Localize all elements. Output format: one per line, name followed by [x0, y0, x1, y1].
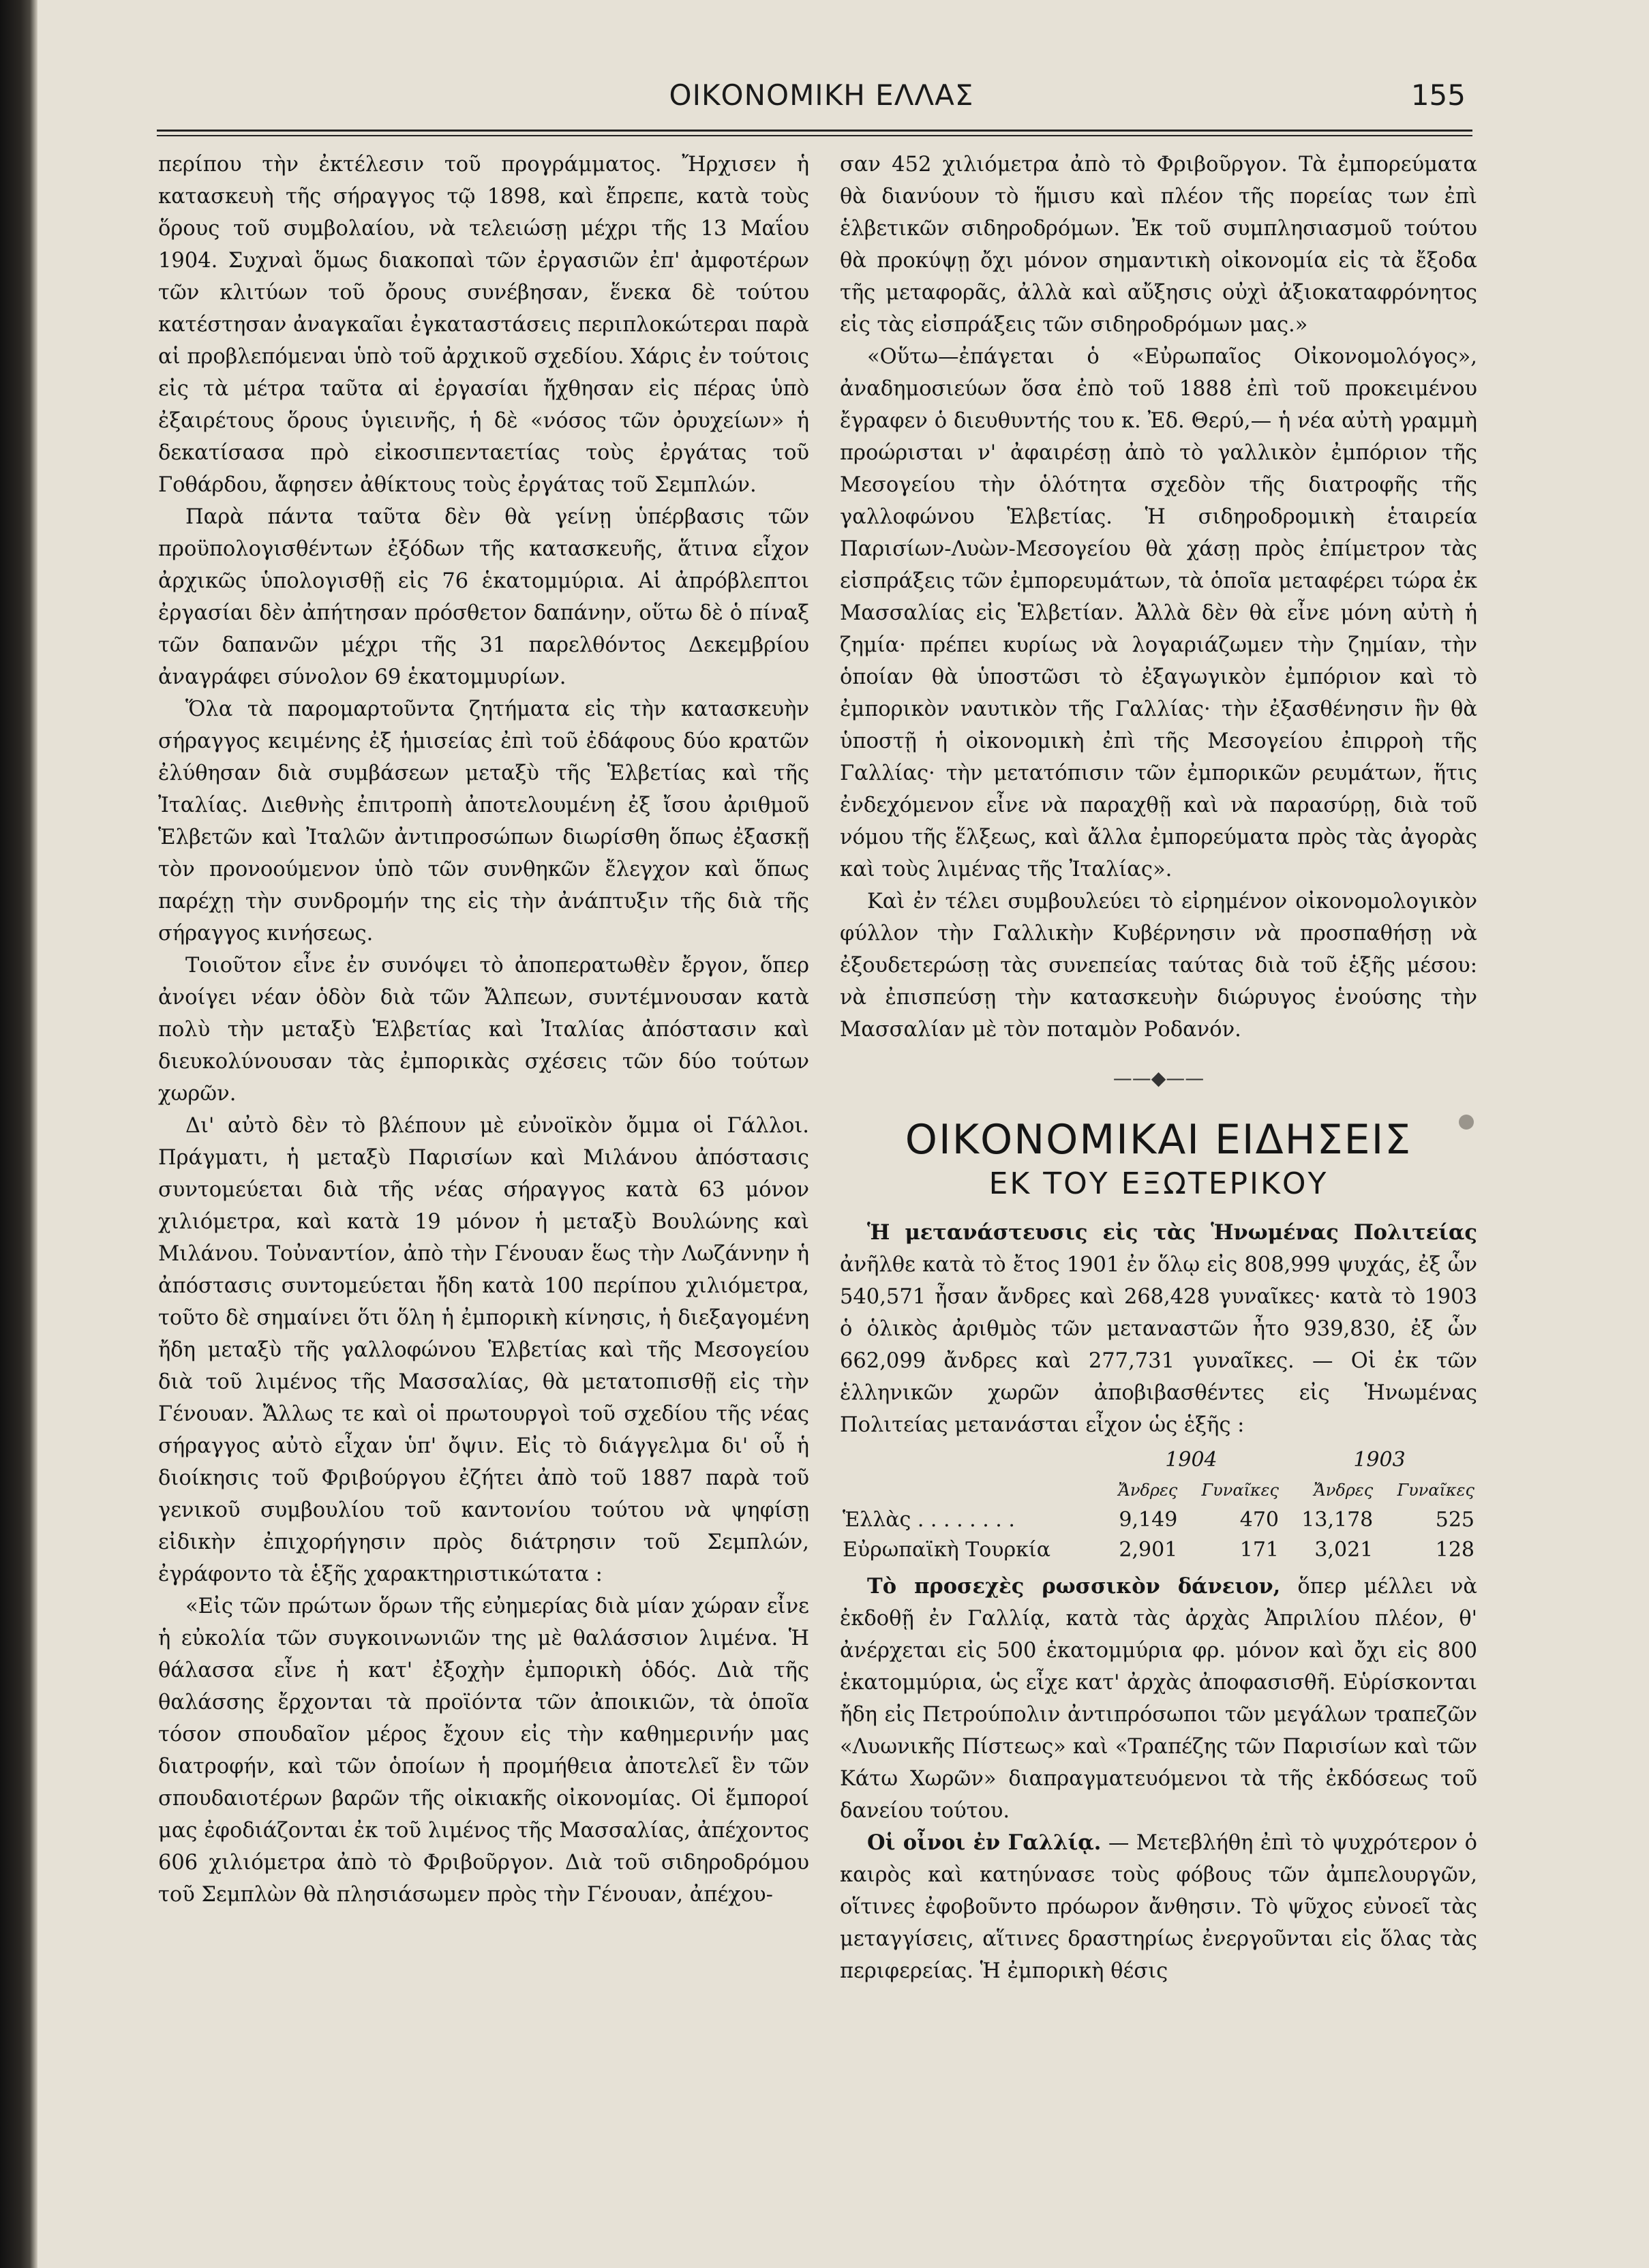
page-number: 155 — [1410, 78, 1466, 112]
table-cell: 2,901 — [1119, 1538, 1178, 1562]
news-item-emigration — [840, 1217, 1477, 1441]
page-header — [157, 72, 1486, 126]
column-header: Ἄνδρες — [1314, 1481, 1374, 1500]
paragraph: Δι' αὐτὸ δὲν τὸ βλέπουν μὲ εὐνοϊκὸν ὄμμα οἱ Γάλλοι. Πράγματι, ἡ μεταξὺ Παρισίων καὶ Μιλάνου ἀπόστασις συντομεύεται διὰ τῆς νέας σήραγγος κατὰ 63 μόνον χιλιόμετρα, καὶ κατὰ 19 μόνον ἡ μεταξὺ Βουλώνης καὶ Μιλάνου. Τοὐναντίον, ἀπὸ τὴν Γένουαν ἕως τὴν Λωζάννην ἡ ἀπόστασις συντομεύεται ἤδη κατὰ 100 περίπου χιλιόμετρα, τοῦτο δὲ σημαίνει ὅτι ὅλη ἡ ἐμπορικὴ κίνησις, ἡ διεξαγομένη ἤδη μεταξὺ τῆς γαλλοφώνου Ἑλβετίας καὶ τῆς Μεσογείου διὰ τοῦ λιμένος τῆς Μασσαλίας, θὰ μετατοπισθῇ εἰς τὴν Γένουαν. Ἄλλως τε καὶ οἱ πρωτουργοὶ τοῦ σχεδίου τῆς νέας σήραγγος αὐτὸ εἶχαν ὑπ' ὄψιν. Εἰς τὸ διάγγελμα δι' οὗ ἡ διοίκησις τοῦ Φριβούργου ἐζήτει ἀπὸ τοῦ 1887 παρὰ τοῦ γενικοῦ συμβουλίου τοῦ καντονίου τούτου νὰ ψηφίσῃ εἰδικὴν ἐπιχορήγησιν πρὸς διάτρησιν τοῦ Σεμπλών, ἐγράφοντο τὰ ἑξῆς χαρακτηριστικώτατα : — [158, 1114, 809, 1586]
table-cell: 171 — [1239, 1538, 1279, 1562]
news-headline: Ἡ μετανάστευσις εἰς τὰς Ἡνωμένας Πολιτείας — [867, 1220, 1477, 1245]
paragraph: Τοιοῦτον εἶνε ἐν συνόψει τὸ ἀποπερατωθὲν ἔργον, ὅπερ ἀνοίγει νέαν ὁδὸν διὰ τῶν Ἄλπεων, συντέμνουσαν κατὰ πολὺ τὴν μεταξὺ Ἑλβετίας καὶ Ἰταλίας ἀπόστασιν καὶ διευκολύνουσαν τὰς ἐμπορικὰς σχέσεις τῶν δύο τούτων χωρῶν. — [158, 954, 809, 1106]
section-separator: ——◆—— — [1113, 1067, 1205, 1089]
news-text: ὅπερ μέλλει νὰ ἐκδοθῇ ἐν Γαλλίᾳ, κατὰ τὰς ἀρχὰς Ἀπριλίου πλέον, θ' ἀνέρχεται εἰς 500 ἑκατομμύρια φρ. μόνον καὶ ὄχι εἰς 800 ἑκατομμύρια, ὡς εἶχε κατ' ἀρχὰς ἀποφασισθῆ. Εὑρίσκονται ἤδη εἰς Πετρούπολιν ἀντιπρόσωποι τῶν μεγάλων τραπεζῶν «Λυωνικῆς Πίστεως» καὶ «Τραπέζης τῶν Παρισίων καὶ τῶν Κάτω Χωρῶν» διαπραγματευόμενοι τὰ τῆς ἐκδόσεως τοῦ δανείου τούτου. — [840, 1575, 1478, 1823]
table-cell: 525 — [1435, 1508, 1474, 1532]
news-text: — Μετεβλήθη ἐπὶ τὸ ψυχρότερον ὁ καιρὸς καὶ κατηύνασε τοὺς φόβους τῶν ἀμπελουργῶν, οἵτινες ἐφοβοῦντο πρόωρον ἄνθησιν. Τὸ ψῦχος εὐνοεῖ τὰς μεταγγίσεις, αἵτινες δραστηρίως ἐνεργοῦνται εἰς ὅλας τὰς περιφερείας. Ἡ ἐμπορικὴ θέσις — [840, 1831, 1477, 1983]
table-row — [840, 1535, 1477, 1565]
table-cell: 470 — [1239, 1508, 1279, 1532]
section-title: ΟΙΚΟΝΟΜΙΚΑΙ ΕΙΔΗΣΕΙΣ — [905, 1116, 1412, 1164]
news-item-russian-loan — [840, 1571, 1477, 1827]
table-header-row — [840, 1475, 1477, 1505]
paragraph: Καὶ ἐν τέλει συμβουλεύει τὸ εἰρημένον οἰκονομολογικὸν φύλλον τὴν Γαλλικὴν Κυβέρνησιν νὰ προσπαθήσῃ νὰ ἐξουδετερώσῃ τὰς συνεπείας ταύτας διὰ τοῦ ἑξῆς μέσου: νὰ ἐπισπεύσῃ τὴν κατασκευὴν διώρυγος ἑνούσης τὴν Μασσαλίαν μὲ τὸν ποταμὸν Ροδανόν. — [840, 890, 1477, 1042]
quotation-paragraph: «Εἰς τῶν πρώτων ὅρων τῆς εὐημερίας διὰ μίαν χώραν εἶνε ἡ εὐκολία τῶν συγκοινωνιῶν της μὲ θαλάσσιον λιμένα. Ἡ θάλασσα εἶνε ἡ κατ' ἐξοχὴν ἐμπορικὴ ὁδός. Διὰ τῆς θαλάσσης ἔρχονται τὰ προϊόντα τῶν ἀποικιῶν, τὰ ὁποῖα τόσον σπουδαῖον μέρος ἔχουν εἰς τὴν καθημερινήν μας διατροφήν, καὶ τῶν ὁποίων ἡ προμήθεια ἀποτελεῖ ἓν τῶν σπουδαιοτέρων βαρῶν τῆς οἰκιακῆς οἰκονομίας. Οἱ ἔμποροί μας ἐφοδιάζονται ἐκ τοῦ λιμένος τῆς Μασσαλίας, ἀπέχοντος 606 χιλιόμετρα ἀπὸ τὸ Φριβοῦργον. Διὰ τοῦ σιδηροδρόμου τοῦ Σεμπλὼν θὰ πλησιάσωμεν πρὸς τὴν Γένουαν, ἀπέχου- — [158, 1594, 809, 1907]
section-subtitle: ΕΚ ΤΟΥ ΕΞΩΤΕΡΙΚΟΥ — [988, 1166, 1329, 1201]
table-row — [840, 1505, 1477, 1535]
news-headline: Οἱ οἶνοι ἐν Γαλλίᾳ. — [867, 1830, 1102, 1855]
emigration-table — [840, 1445, 1477, 1565]
year-heading: 1904 — [1165, 1448, 1217, 1472]
news-item-wines — [840, 1827, 1477, 1987]
left-column — [158, 149, 809, 1911]
paragraph: «Οὕτω—ἐπάγεται ὁ «Εὐρωπαῖος Οἰκονομολόγος», ἀναδημοσιεύων ὅσα ἐπὸ τοῦ 1888 ἐπὶ τοῦ προκειμένου ἔγραφεν ὁ διευθυντής του κ. Ἐδ. Θερύ,— ἡ νέα αὐτὴ γραμμὴ προώρισται ν' ἀφαιρέσῃ ἀπὸ τὸ γαλλικὸν ἐμπόριον τῆς Μεσογείου τὴν ὁλότητα σχεδὸν τῆς διατροφῆς τῆς γαλλοφώνου Ἑλβετίας. Ἡ σιδηροδρομικὴ ἑταιρεία Παρισίων-Λυὼν-Μεσογείου θὰ χάσῃ πρὸς ἐπίμετρον τὰς εἰσπράξεις τῶν ἐμπορευμάτων, τὰ ὁποῖα μεταφέρει τώρα ἐκ Μασσαλίας εἰς Ἑλβετίαν. Ἀλλὰ δὲν θὰ εἶνε μόνη αὐτὴ ἡ ζημία· πρέπει κυρίως νὰ λογαριάζωμεν τὴν ζημίαν, τὴν ὁποίαν θὰ ὑποστῶσι τὸ ἐξαγωγικὸν ἐμπόριον καὶ τὸ ἐμπορικὸν ναυτικὸν τῆς Γαλλίας· τὴν ἐξασθένησιν ἣν θὰ ὑποστῇ ἡ οἰκονομικὴ ἐπὶ τῆς Μεσογείου ἐπιρροὴ τῆς Γαλλίας· τὴν μετατόπισιν τῶν ἐμπορικῶν ρευμάτων, ἥτις ἐνδεχόμενον εἶνε νὰ παραχθῇ καὶ νὰ παρασύρῃ, διὰ τοῦ νόμου τῆς ἕλξεως, καὶ ἄλλα ἐμπορεύματα πρὸς τὰς ἀγορὰς καὶ τοὺς λιμένας τῆς Ἰταλίας». — [840, 345, 1477, 881]
column-header: Ἄνδρες — [1118, 1481, 1178, 1500]
table-cell: 13,178 — [1301, 1508, 1374, 1532]
page-binding-shadow — [0, 0, 37, 2268]
column-header: Γυναῖκες — [1397, 1481, 1474, 1500]
running-title: ΟΙΚΟΝΟΜΙΚΗ ΕΛΛΑΣ — [669, 78, 974, 112]
table-cell: 128 — [1435, 1538, 1474, 1562]
table-year-row — [840, 1445, 1477, 1475]
news-text: ἀνῆλθε κατὰ τὸ ἔτος 1901 ἐν ὅλῳ εἰς 808,999 ψυχάς, ἐξ ὧν 540,571 ἦσαν ἄνδρες καὶ 268,428 γυναῖκες· κατὰ τὸ 1903 ὁ ὁλικὸς ἀριθμὸς τῶν μεταναστῶν ἦτο 939,830, ἐξ ὧν 662,099 ἄνδρες καὶ 277,731 γυναῖκες. — Οἱ ἐκ τῶν ἑλληνικῶν χωρῶν ἀποβιβασθέντες εἰς Ἡνωμένας Πολιτείας μετανάσται εἶχον ὡς ἑξῆς : — [840, 1253, 1477, 1437]
row-label: Εὐρωπαϊκὴ Τουρκία — [843, 1538, 1050, 1562]
paragraph: περίπου τὴν ἐκτέλεσιν τοῦ προγράμματος. Ἤρχισεν ἡ κατασκευὴ τῆς σήραγγος τῷ 1898, καὶ ἔπρεπε, κατὰ τοὺς ὅρους τοῦ συμβολαίου, νὰ τελειώσῃ μέχρι τῆς 13 Μαΐου 1904. Συχναὶ ὅμως διακοπαὶ τῶν ἐργασιῶν ἐπ' ἀμφοτέρων τῶν κλιτύων τοῦ ὄρους συνέβησαν, ἕνεκα δὲ τούτου κατέστησαν ἀναγκαῖαι ἐγκαταστάσεις περιπλοκώτεραι παρὰ αἱ προβλεπόμεναι ὑπὸ τοῦ ἀρχικοῦ σχεδίου. Χάρις ἐν τούτοις εἰς τὰ μέτρα ταῦτα αἱ ἐργασίαι ἤχθησαν εἰς πέρας ὑπὸ ἐξαιρέτους ὅρους ὑγιεινῆς, ἡ δὲ «νόσος τῶν ὀρυχείων» ἡ δεκατίσασα πρὸ εἰκοσιπενταετίας τοὺς ἐργάτας τοῦ Γοθάρδου, ἄφησεν ἀθίκτους τοὺς ἐργάτας τοῦ Σεμπλών. — [158, 153, 809, 497]
right-column — [840, 149, 1477, 1987]
ink-smudge — [1459, 1115, 1474, 1130]
table-cell: 3,021 — [1314, 1538, 1374, 1562]
row-label: Ἑλλὰς . . . . . . . . — [843, 1508, 1015, 1532]
year-heading: 1903 — [1353, 1448, 1406, 1472]
paragraph: σαν 452 χιλιόμετρα ἀπὸ τὸ Φριβοῦργον. Τὰ ἐμπορεύματα θὰ διανύουν τὸ ἥμισυ καὶ πλέον τῆς πορείας των ἐπὶ ἑλβετικῶν σιδηροδρόμων. Ἐκ τοῦ συμπλησιασμοῦ τούτου θὰ προκύψῃ ὄχι μόνον σημαντικὴ οἰκονομία εἰς τὰ ἔξοδα τῆς μεταφορᾶς, ἀλλὰ καὶ αὔξησις οὐχὶ ἀξιοκαταφρόνητος εἰς τὰς εἰσπράξεις τῶν σιδηροδρόμων μας.» — [840, 153, 1477, 337]
news-headline: Τὸ προσεχὲς ρωσσικὸν δάνειον, — [867, 1574, 1281, 1599]
header-rule — [157, 130, 1472, 132]
table-cell: 9,149 — [1119, 1508, 1178, 1532]
paragraph: Παρὰ πάντα ταῦτα δὲν θὰ γείνῃ ὑπέρβασις τῶν προϋπολογισθέντων ἐξόδων τῆς κατασκευῆς, ἅτινα εἶχον ἀρχικῶς ὑπολογισθῇ εἰς 76 ἑκατομμύρια. Αἱ ἀπρόβλεπτοι ἐργασίαι δὲν ἀπήτησαν πρόσθετον δαπάνην, οὕτω δὲ ὁ πίναξ τῶν δαπανῶν μέχρι τῆς 31 παρελθόντος Δεκεμβρίου ἀναγράφει σύνολον 69 ἑκατομμυρίων. — [158, 505, 809, 689]
column-header: Γυναῖκες — [1201, 1481, 1279, 1500]
paragraph: Ὅλα τὰ παρομαρτοῦντα ζητήματα εἰς τὴν κατασκευὴν σήραγγος κειμένης ἐξ ἡμισείας ἐπὶ τοῦ ἐδάφους δύο κρατῶν ἐλύθησαν διὰ συμβάσεων μεταξὺ τῆς Ἑλβετίας καὶ τῆς Ἰταλίας. Διεθνὴς ἐπιτροπὴ ἀποτελουμένη ἐξ ἴσου ἀριθμοῦ Ἑλβετῶν καὶ Ἰταλῶν ἀντιπροσώπων διωρίσθη ὅπως ἐξασκῇ τὸν προνοούμενον ὑπὸ τῶν συνθηκῶν ἔλεγχον καὶ ὅπως παρέχῃ τὴν συνδρομήν της εἰς τὴν ἀνάπτυξιν τῆς διὰ τῆς σήραγγος κινήσεως. — [158, 697, 809, 946]
header-rule-thin — [157, 135, 1472, 136]
